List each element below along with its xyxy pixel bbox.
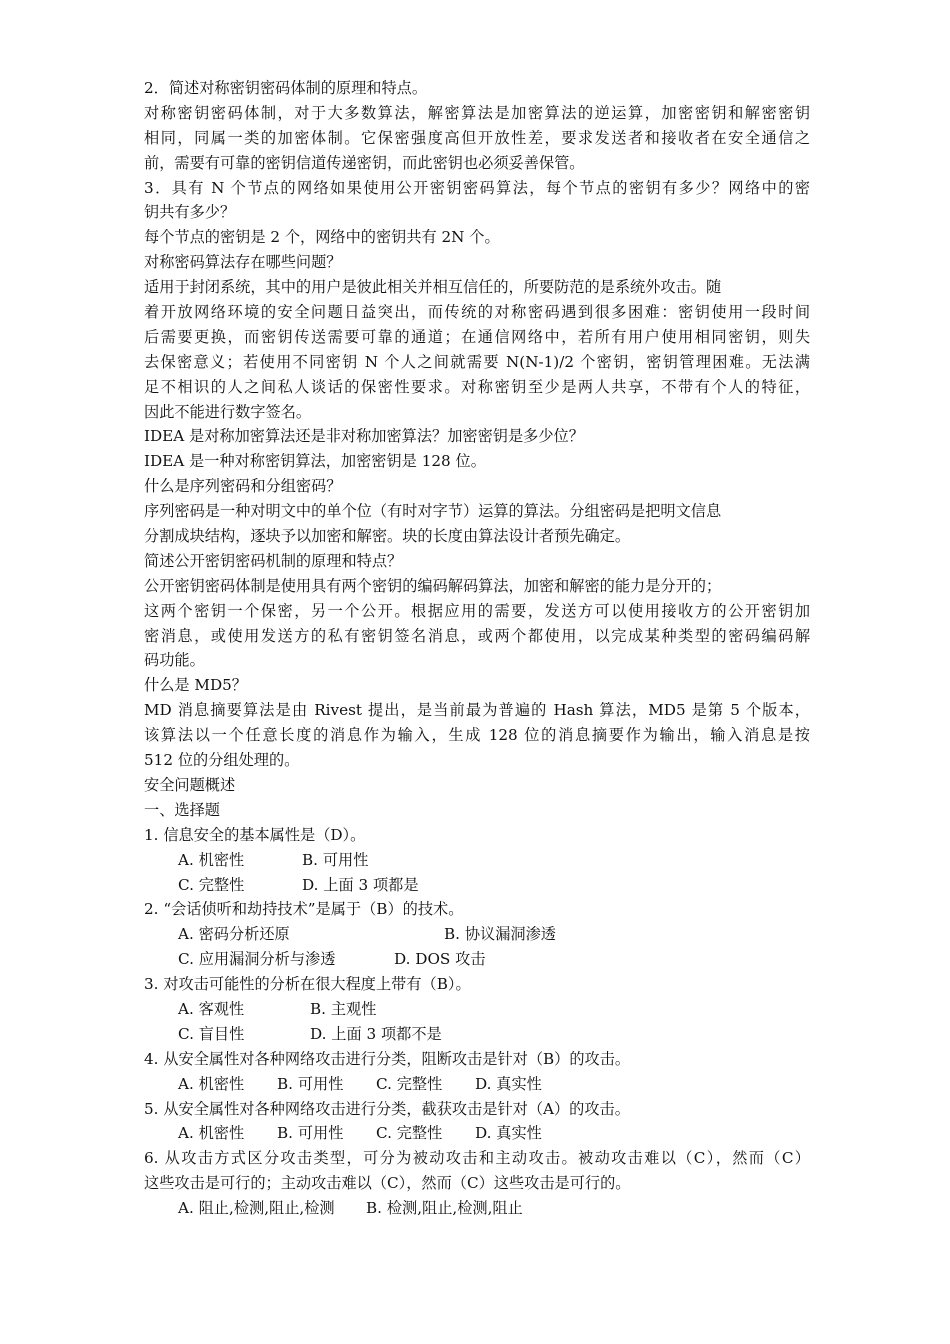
text-line: 2. “会话侦听和劫持技术”是属于（B）的技术。 [144, 900, 464, 919]
text-line: 2．简述对称密钥密码体制的原理和特点。 [144, 79, 428, 97]
option-item: C. 应用漏洞分析与渗透 [178, 950, 336, 969]
text-line: 一、选择题 [144, 800, 220, 819]
option-item: C. 盲目性 [178, 1024, 245, 1043]
text-line: 这两个密钥一个保密，另一个公开。根据应用的需要，发送方可以使用接收方的公开密钥加 [144, 601, 810, 620]
text-line: 适用于封闭系统，其中的用户是彼此相关并相互信任的，所要防范的是系统外攻击。随 [144, 278, 722, 297]
text-line: 每个节点的密钥是 2 个，网络中的密钥共有 2N 个。 [144, 228, 500, 247]
text-line: 钥共有多少？ [144, 203, 236, 222]
text-line: 512 位的分组处理的。 [144, 751, 300, 770]
text-line: 密消息，或使用发送方的私有密钥签名消息，或两个都使用，以完成某种类型的密码编码解 [144, 626, 810, 645]
text-line: 简述公开密钥密码机制的原理和特点？ [144, 551, 403, 570]
text-line: 4. 从安全属性对各种网络攻击进行分类，阻断攻击是针对（B）的攻击。 [144, 1049, 631, 1068]
option-item: B. 检测,阻止,检测,阻止 [366, 1199, 523, 1218]
option-item: A. 机密性 [178, 1074, 245, 1093]
text-line: MD 消息摘要算法是由 Rivest 提出，是当前最为普遍的 Hash 算法，MD5 是第 5 个版本， [144, 701, 810, 720]
option-item: B. 可用性 [302, 850, 369, 869]
option-item: C. 完整性 [376, 1124, 443, 1143]
option-item: A. 机密性 [178, 1124, 245, 1143]
option-line [144, 848, 810, 873]
text-line: 该算法以一个任意长度的消息作为输入，生成 128 位的消息摘要作为输出，输入消息是按 [144, 726, 810, 745]
text-line: 着开放网络环境的安全问题日益突出，而传统的对称密码遇到很多困难：密钥使用一段时间 [144, 303, 810, 322]
option-item: A. 密码分析还原 [178, 925, 290, 944]
document-body [144, 76, 810, 1221]
option-line [144, 997, 810, 1022]
option-line [144, 1022, 810, 1047]
option-item: D. DOS 攻击 [394, 950, 486, 969]
text-line: 因此不能进行数字签名。 [144, 402, 312, 421]
option-item: A. 阻止,检测,阻止,检测 [178, 1199, 335, 1218]
text-line: 3. 对攻击可能性的分析在很大程度上带有（B）。 [144, 975, 471, 994]
option-item: B. 可用性 [277, 1124, 344, 1143]
text-line: IDEA 是对称加密算法还是非对称加密算法？加密密钥是多少位？ [144, 427, 584, 446]
text-line: 1. 信息安全的基本属性是（D）。 [144, 825, 366, 844]
text-line: 对称密钥密码体制，对于大多数算法，解密算法是加密算法的逆运算，加密密钥和解密密钥 [144, 103, 810, 122]
text-line: 什么是 MD5？ [144, 676, 247, 695]
option-item: A. 客观性 [178, 999, 245, 1018]
text-line: 什么是序列密码和分组密码？ [144, 477, 342, 496]
option-line [144, 1121, 810, 1146]
text-line: 公开密钥密码体制是使用具有两个密钥的编码解码算法，加密和解密的能力是分开的； [144, 576, 722, 595]
text-line: 足不相识的人之间私人谈话的保密性要求。对称密钥至少是两人共享，不带有个人的特征， [144, 377, 810, 396]
text-line: 序列密码是一种对明文中的单个位（有时对字节）运算的算法。分组密码是把明文信息 [144, 502, 722, 521]
option-item: C. 完整性 [178, 875, 245, 894]
option-item: B. 可用性 [277, 1074, 344, 1093]
option-item: B. 协议漏洞渗透 [444, 925, 556, 944]
text-line: 前，需要有可靠的密钥信道传递密钥，而此密钥也必须妥善保管。 [144, 153, 585, 172]
option-line [144, 947, 810, 972]
option-item: D. 上面 3 项都是 [302, 875, 419, 894]
text-line: 相同，同属一类的加密体制。它保密强度高但开放性差，要求发送者和接收者在安全通信之 [144, 128, 810, 147]
text-line: 这些攻击是可行的；主动攻击难以（C），然而（C）这些攻击是可行的。 [144, 1174, 631, 1193]
text-line: 后需要更换，而密钥传送需要可靠的通道；在通信网络中，若所有用户使用相同密钥，则失 [144, 327, 810, 346]
option-item: C. 完整性 [376, 1074, 443, 1093]
text-line: 5. 从安全属性对各种网络攻击进行分类，截获攻击是针对（A）的攻击。 [144, 1099, 630, 1118]
option-line [144, 873, 810, 898]
option-item: D. 上面 3 项都不是 [310, 1024, 442, 1043]
option-item: A. 机密性 [178, 850, 245, 869]
option-item: D. 真实性 [475, 1124, 542, 1143]
text-line: 对称密码算法存在哪些问题？ [144, 253, 342, 272]
text-line: 码功能。 [144, 651, 205, 670]
option-line [144, 1072, 810, 1097]
text-line: IDEA 是一种对称密钥算法，加密密钥是 128 位。 [144, 452, 486, 471]
option-line [144, 1196, 810, 1221]
text-line: 分割成块结构，逐块予以加密和解密。块的长度由算法设计者预先确定。 [144, 527, 630, 546]
option-item: B. 主观性 [310, 999, 377, 1018]
text-line: 去保密意义；若使用不同密钥 N 个人之间就需要 N(N-1)/2 个密钥，密钥管理困难。无法满 [144, 352, 810, 371]
option-item: D. 真实性 [475, 1074, 542, 1093]
text-line: 6. 从攻击方式区分攻击类型，可分为被动攻击和主动攻击。被动攻击难以（C），然而（C） [144, 1149, 810, 1168]
text-line: 3．具有 N 个节点的网络如果使用公开密钥密码算法，每个节点的密钥有多少？网络中的密 [144, 178, 810, 197]
text-line: 安全问题概述 [144, 775, 236, 794]
option-line [144, 922, 810, 947]
